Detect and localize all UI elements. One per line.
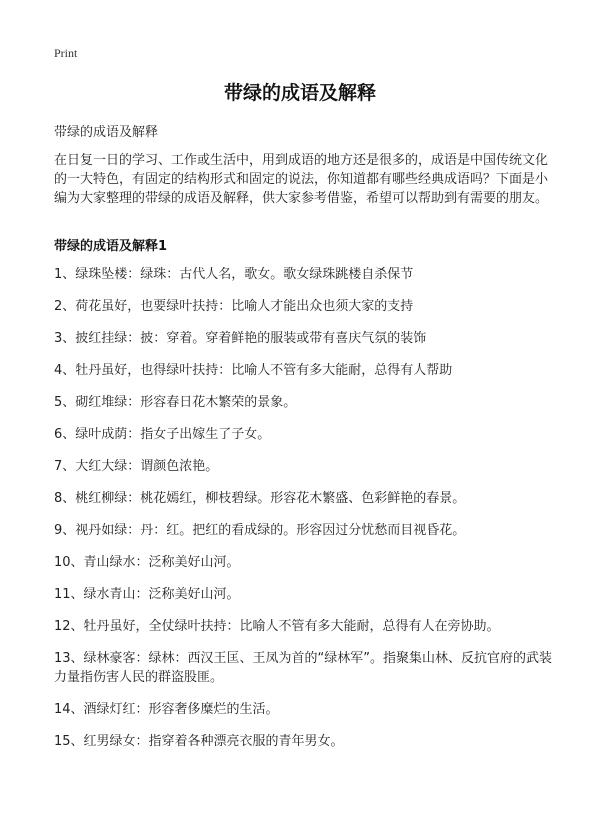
list-item: 15、红男绿女：指穿着各种漂亮衣服的青年男女。 (54, 734, 344, 749)
list-item: 1、绿珠坠楼：绿珠：古代人名，歌女。歌女绿珠跳楼自杀保节 (54, 267, 414, 282)
document-subtitle: 带绿的成语及解释 (54, 125, 159, 140)
list-item: 9、视丹如绿：丹：红。把红的看成绿的。形容因过分忧愁而目视昏花。 (54, 523, 466, 538)
list-item: 5、砌红堆绿：形容春日花木繁荣的景象。 (54, 395, 297, 410)
section-heading: 带绿的成语及解释1 (54, 239, 168, 254)
list-item: 3、披红挂绿：披：穿着。穿着鲜艳的服装或带有喜庆气氛的装饰 (54, 331, 427, 346)
idiom-list (54, 265, 554, 764)
list-item: 10、青山绿水：泛称美好山河。 (54, 555, 240, 570)
list-item: 12、牡丹虽好，全仗绿叶扶持：比喻人不管有多大能耐，总得有人在旁协助。 (54, 619, 500, 634)
list-item: 14、酒绿灯红：形容奢侈糜烂的生活。 (54, 702, 279, 717)
list-item: 13、绿林豪客：绿林：西汉王匡、王凤为首的“绿林军”。指聚集山林、反抗官府的武装力量指伤害人民的群盗股匪。 (54, 651, 553, 685)
list-item: 7、大红大绿：谓颜色浓艳。 (54, 459, 219, 474)
list-item: 2、荷花虽好，也要绿叶扶持：比喻人才能出众也须大家的支持 (54, 299, 414, 314)
list-item: 6、绿叶成荫：指女子出嫁生了子女。 (54, 427, 271, 442)
document-title: 带绿的成语及解释 (223, 82, 376, 104)
list-item: 8、桃红柳绿：桃花嫣红，柳枝碧绿。形容花木繁盛、色彩鲜艳的春景。 (54, 491, 466, 506)
list-item: 4、牡丹虽好，也得绿叶扶持：比喻人不管有多大能耐，总得有人帮助 (54, 363, 453, 378)
print-link[interactable]: Print (54, 46, 78, 60)
list-item: 11、绿水青山：泛称美好山河。 (54, 587, 240, 602)
intro-paragraph: 在日复一日的学习、工作或生活中，用到成语的地方还是很多的，成语是中国传统文化的一大特色，有固定的结构形式和固定的说法，你知道都有哪些经典成语吗？下面是小编为大家整理的带绿的成语及解释，供大家参考借鉴，希望可以帮助到有需要的朋友。 (54, 153, 549, 206)
